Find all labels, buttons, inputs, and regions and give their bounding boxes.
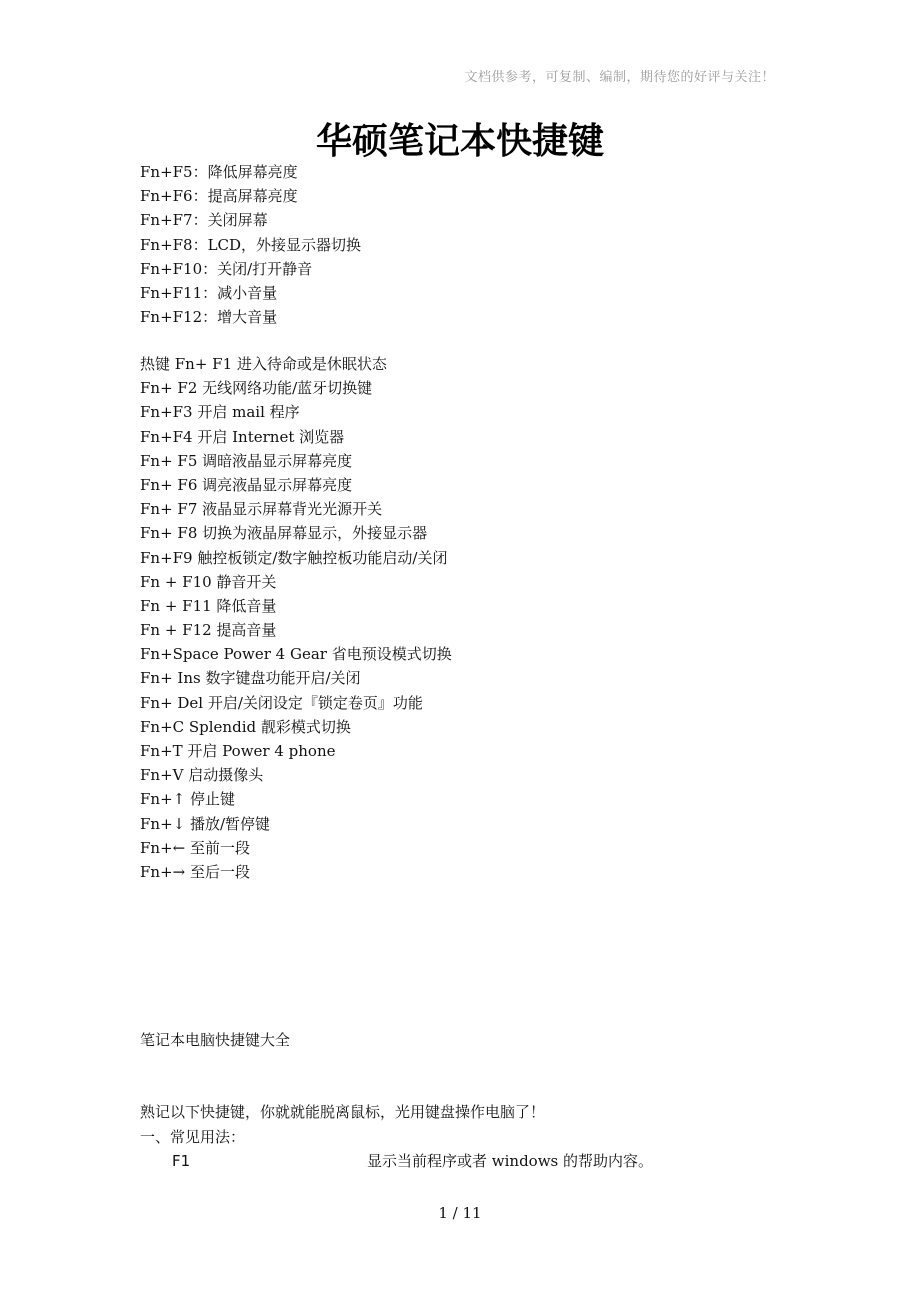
- shortcut-item: Fn+F5：降低屏幕亮度: [140, 163, 298, 181]
- shortcut-item: Fn+← 至前一段: [140, 838, 250, 857]
- shortcut-item: Fn+F3 开启 mail 程序: [140, 403, 300, 422]
- shortcut-list-hotkeys: [140, 352, 452, 884]
- shortcut-item: Fn+F12：增大音量: [140, 308, 278, 327]
- header-note: 文档供参考，可复制、编制，期待您的好评与关注！: [464, 70, 775, 85]
- shortcut-item: Fn+F6：提高屏幕亮度: [140, 187, 298, 206]
- shortcut-item: Fn+C Splendid 靓彩模式切换: [140, 717, 351, 736]
- shortcut-item: 热键 Fn+ F1 进入待命或是休眠状态: [140, 355, 387, 373]
- shortcut-item: Fn + F12 提高音量: [140, 621, 277, 640]
- intro-text: 熟记以下快捷键，你就就能脱离鼠标，光用键盘操作电脑了！: [140, 1103, 546, 1121]
- shortcut-item: Fn+→ 至后一段: [140, 862, 250, 881]
- shortcut-item: Fn+ F7 液晶显示屏幕背光光源开关: [140, 500, 383, 519]
- shortcut-list-basic: [140, 160, 361, 329]
- entry-description: 显示当前程序或者 windows 的帮助内容。: [367, 1152, 654, 1170]
- shortcut-item: Fn+F11：减小音量: [140, 283, 278, 302]
- shortcut-item: Fn+ F6 调亮液晶显示屏幕亮度: [140, 475, 353, 494]
- shortcut-item: Fn+ F5 调暗液晶显示屏幕亮度: [140, 451, 353, 470]
- shortcut-item: Fn+ Ins 数字键盘功能开启/关闭: [140, 669, 361, 688]
- shortcut-item: Fn+↑ 停止键: [140, 790, 235, 809]
- shortcut-item: Fn+V 启动摄像头: [140, 766, 264, 785]
- shortcut-item: Fn+ F8 切换为液晶屏幕显示，外接显示器: [140, 524, 428, 543]
- shortcut-item: Fn+ Del 开启/关闭设定『锁定卷页』功能: [140, 693, 423, 712]
- shortcut-item: Fn+T 开启 Power 4 phone: [140, 742, 336, 760]
- subheading: 一、常见用法：: [140, 1128, 246, 1146]
- document-title: 华硕笔记本快捷键: [315, 121, 604, 162]
- shortcut-item: Fn+F10：关闭/打开静音: [140, 259, 313, 278]
- entry-key: F1: [172, 1152, 191, 1170]
- shortcut-item: Fn+↓ 播放/暂停键: [140, 814, 271, 833]
- shortcut-item: Fn+F8：LCD，外接显示器切换: [140, 235, 362, 254]
- shortcut-item: Fn + F10 静音开关: [140, 572, 277, 591]
- shortcut-item: Fn+ F2 无线网络功能/蓝牙切换键: [140, 379, 373, 398]
- shortcut-item: Fn+F7：关闭屏幕: [140, 211, 268, 230]
- shortcut-item: Fn+F9 触控板锁定/数字触控板功能启动/关闭: [140, 548, 448, 567]
- shortcut-item: Fn+F4 开启 Internet 浏览器: [140, 427, 345, 446]
- section-heading: 笔记本电脑快捷键大全: [140, 1031, 291, 1049]
- shortcut-item: Fn+Space Power 4 Gear 省电预设模式切换: [140, 645, 452, 664]
- shortcut-item: Fn + F11 降低音量: [140, 596, 277, 615]
- page-number: 1 / 11: [438, 1204, 482, 1222]
